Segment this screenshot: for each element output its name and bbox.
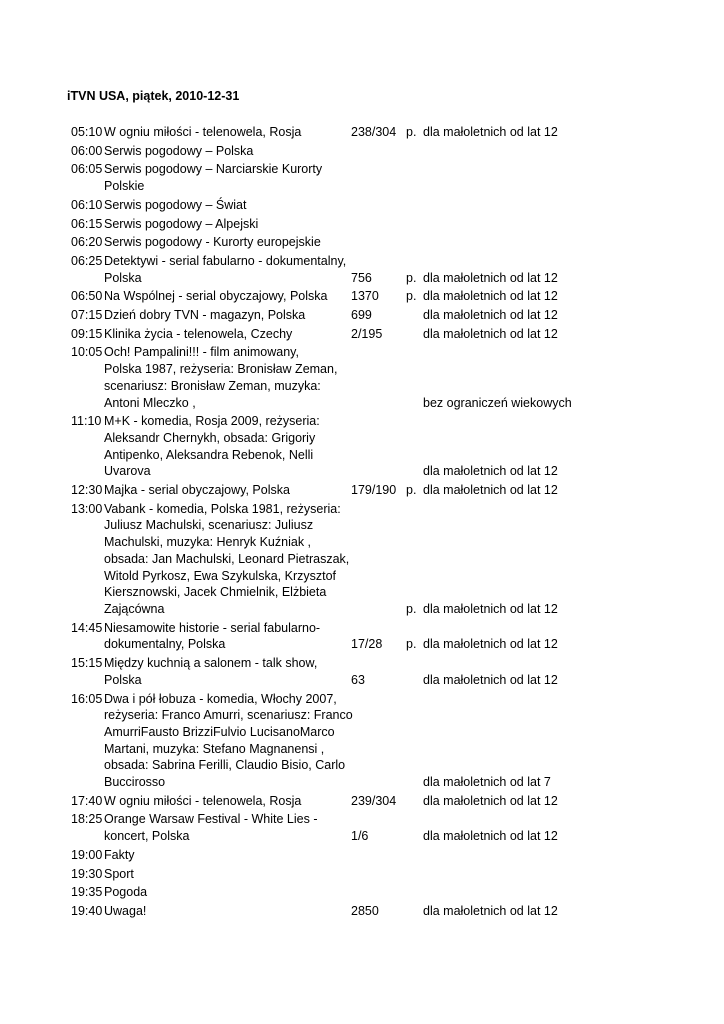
episode-number: 17/28	[351, 637, 383, 652]
program-description	[104, 124, 351, 141]
program-description	[104, 143, 351, 160]
program-description	[104, 253, 351, 286]
program-time: 11:10	[71, 414, 102, 429]
schedule-row	[0, 482, 724, 499]
program-description-line: Na Wspólnej - serial obyczajowy, Polska	[104, 289, 328, 304]
program-description-line: Juliusz Machulski, scenariusz: Juliusz	[104, 518, 314, 533]
program-time: 19:00	[71, 847, 103, 862]
program-description-line: reżyseria: Franco Amurri, scenariusz: Franco	[104, 708, 353, 723]
schedule-row	[0, 234, 724, 251]
program-description	[104, 344, 351, 411]
program-meta	[351, 482, 603, 499]
premiere-marker	[406, 463, 423, 480]
program-time: 19:40	[71, 903, 103, 918]
program-description-line: Aleksandr Chernykh, obsada: Grigoriy	[104, 430, 316, 445]
premiere-marker	[406, 326, 423, 343]
age-rating: dla małoletnich od lat 12	[423, 672, 558, 687]
age-rating: dla małoletnich od lat 12	[423, 637, 558, 652]
program-description-line: Sport	[104, 866, 134, 881]
program-meta	[351, 326, 603, 343]
premiere-marker	[406, 793, 423, 810]
schedule-row	[0, 216, 724, 233]
program-description	[104, 903, 351, 920]
program-description-line: Polska	[104, 672, 142, 687]
program-meta	[351, 793, 603, 810]
program-time: 07:15	[71, 308, 103, 323]
program-meta	[351, 463, 603, 480]
episode-number	[351, 774, 406, 791]
schedule-list	[0, 124, 724, 922]
program-description	[104, 234, 351, 251]
age-rating: dla małoletnich od lat 12	[423, 903, 558, 918]
program-description-line: Uvarova	[104, 464, 151, 479]
episode-number: 2/195	[351, 326, 383, 341]
program-description-line: obsada: Sabrina Ferilli, Claudio Bisio, Carlo	[104, 758, 346, 773]
program-description-line: M+K - komedia, Rosja 2009, reżyseria:	[104, 414, 320, 429]
program-description-line: Uwaga!	[104, 903, 147, 918]
program-description	[104, 482, 351, 499]
schedule-row	[0, 143, 724, 160]
program-description-line: Serwis pogodowy - Kurorty europejskie	[104, 235, 321, 250]
schedule-row	[0, 655, 724, 688]
program-description-line: Witold Pyrkosz, Ewa Szykulska, Krzysztof	[104, 568, 337, 583]
program-description-line: Serwis pogodowy – Narciarskie Kurorty	[104, 162, 323, 177]
program-description-line: Polskie	[104, 179, 145, 194]
program-description-line: Serwis pogodowy – Alpejski	[104, 216, 259, 231]
program-time: 12:30	[71, 483, 103, 498]
program-description	[104, 413, 351, 480]
program-description-line: Orange Warsaw Festival - White Lies -	[104, 812, 318, 827]
program-description	[104, 216, 351, 233]
premiere-marker	[406, 774, 423, 791]
program-description-line: Fakty	[104, 847, 135, 862]
episode-number: 63	[351, 672, 365, 687]
age-rating: dla małoletnich od lat 12	[423, 829, 558, 844]
program-description-line: Detektywi - serial fabularno - dokumentalny,	[104, 253, 347, 268]
schedule-row	[0, 253, 724, 286]
premiere-marker: p.	[406, 483, 417, 498]
episode-number: 238/304	[351, 125, 397, 139]
program-meta	[351, 828, 603, 845]
program-time: 14:45	[71, 620, 103, 635]
program-description-line: Vabank - komedia, Polska 1981, reżyseria:	[104, 501, 341, 516]
program-description-line: Niesamowite historie - serial fabularno-	[104, 620, 321, 635]
program-description-line: Między kuchnią a salonem - talk show,	[104, 656, 318, 671]
program-description	[104, 326, 351, 343]
age-rating: dla małoletnich od lat 12	[423, 270, 558, 285]
episode-number	[351, 463, 406, 480]
program-time: 19:35	[71, 885, 103, 900]
program-time: 16:05	[71, 691, 103, 706]
program-time: 18:25	[71, 812, 103, 827]
schedule-row	[0, 326, 724, 343]
premiere-marker	[406, 307, 423, 324]
program-meta	[351, 307, 603, 324]
schedule-row	[0, 811, 724, 844]
program-description	[104, 884, 351, 901]
program-description-line: AmurriFausto BrizziFulvio LucisanoMarco	[104, 724, 335, 739]
program-description	[104, 847, 351, 864]
program-description	[104, 793, 351, 810]
schedule-row	[0, 413, 724, 480]
program-description	[104, 161, 351, 194]
program-time: 06:15	[71, 216, 103, 231]
episode-number: 756	[351, 270, 372, 285]
program-meta	[351, 270, 603, 287]
program-meta	[351, 636, 603, 653]
program-description-line: Dzień dobry TVN - magazyn, Polska	[104, 308, 306, 323]
program-meta	[351, 288, 603, 305]
age-rating: dla małoletnich od lat 12	[423, 483, 558, 498]
age-rating: dla małoletnich od lat 12	[423, 601, 558, 616]
episode-number: 2850	[351, 903, 379, 918]
schedule-row	[0, 866, 724, 883]
premiere-marker	[406, 395, 423, 412]
program-description-line: W ogniu miłości - telenowela, Rosja	[104, 793, 302, 808]
age-rating: bez ograniczeń wiekowych	[423, 395, 572, 410]
program-time: 10:05	[71, 345, 103, 360]
program-description	[104, 620, 351, 653]
program-description	[104, 691, 351, 791]
schedule-row	[0, 197, 724, 214]
schedule-row	[0, 903, 724, 920]
program-description-line: Antoni Mleczko ,	[104, 395, 196, 410]
age-rating: dla małoletnich od lat 12	[423, 289, 558, 304]
age-rating: dla małoletnich od lat 12	[423, 308, 558, 323]
program-time: 06:25	[71, 253, 103, 268]
program-meta	[351, 774, 603, 791]
program-time: 05:10	[71, 125, 103, 139]
program-meta	[351, 124, 603, 141]
program-description-line: Polska	[104, 270, 142, 285]
program-description	[104, 655, 351, 688]
schedule-row	[0, 884, 724, 901]
program-description	[104, 307, 351, 324]
program-time: 19:30	[71, 866, 103, 881]
program-description	[104, 811, 351, 844]
schedule-row	[0, 288, 724, 305]
premiere-marker: p.	[406, 601, 417, 616]
premiere-marker: p.	[406, 637, 417, 652]
episode-number	[351, 601, 406, 618]
age-rating: dla małoletnich od lat 12	[423, 125, 558, 139]
age-rating: dla małoletnich od lat 12	[423, 793, 558, 808]
program-time: 06:10	[71, 197, 103, 212]
episode-number: 699	[351, 308, 372, 323]
schedule-row	[0, 124, 724, 141]
program-meta	[351, 601, 603, 618]
episode-number: 1/6	[351, 829, 369, 844]
episode-number: 1370	[351, 289, 379, 304]
program-time: 06:50	[71, 289, 103, 304]
age-rating: dla małoletnich od lat 12	[423, 464, 558, 479]
episode-number: 179/190	[351, 483, 397, 498]
program-time: 06:05	[71, 162, 103, 177]
page-title: iTVN USA, piątek, 2010-12-31	[67, 89, 240, 103]
program-description-line: koncert, Polska	[104, 829, 190, 844]
premiere-marker: p.	[406, 270, 417, 285]
schedule-row	[0, 847, 724, 864]
program-description-line: Majka - serial obyczajowy, Polska	[104, 483, 290, 498]
program-description-line: Serwis pogodowy – Polska	[104, 143, 254, 158]
age-rating: dla małoletnich od lat 12	[423, 326, 558, 341]
premiere-marker	[406, 672, 423, 689]
program-time: 17:40	[71, 793, 103, 808]
premiere-marker	[406, 903, 423, 920]
program-description-line: Martani, muzyka: Stefano Magnanensi ,	[104, 741, 325, 756]
age-rating: dla małoletnich od lat 7	[423, 775, 551, 790]
program-description-line: Pogoda	[104, 885, 148, 900]
premiere-marker	[406, 828, 423, 845]
program-meta	[351, 395, 603, 412]
program-time: 13:00	[71, 501, 103, 516]
program-meta	[351, 672, 603, 689]
program-description-line: Serwis pogodowy – Świat	[104, 197, 247, 212]
schedule-row	[0, 501, 724, 618]
program-description-line: Dwa i pół łobuza - komedia, Włochy 2007,	[104, 691, 337, 706]
program-description-line: Klinika życia - telenowela, Czechy	[104, 326, 293, 341]
program-description	[104, 288, 351, 305]
program-description	[104, 197, 351, 214]
program-time: 09:15	[71, 326, 103, 341]
program-time: 06:20	[71, 235, 103, 250]
program-description-line: Antipenko, Aleksandra Rebenok, Nelli	[104, 447, 314, 462]
program-description-line: Polska 1987, reżyseria: Bronisław Zeman,	[104, 362, 338, 377]
program-meta	[351, 903, 603, 920]
program-description	[104, 866, 351, 883]
schedule-row	[0, 691, 724, 791]
premiere-marker: p.	[406, 289, 417, 304]
program-description-line: obsada: Jan Machulski, Leonard Pietraszak,	[104, 551, 350, 566]
program-description-line: Buccirosso	[104, 775, 166, 790]
episode-number: 239/304	[351, 793, 397, 808]
program-description-line: Zającówna	[104, 601, 165, 616]
program-description-line: dokumentalny, Polska	[104, 637, 226, 652]
program-description-line: scenariusz: Bronisław Zeman, muzyka:	[104, 378, 321, 393]
premiere-marker: p.	[406, 125, 417, 139]
program-description-line: Och! Pampalini!!! - film animowany,	[104, 345, 299, 360]
episode-number	[351, 395, 406, 412]
program-description-line: Kiersznowski, Jacek Chmielnik, Elżbieta	[104, 585, 327, 600]
program-time: 06:00	[71, 143, 103, 158]
schedule-row	[0, 620, 724, 653]
program-description	[104, 501, 351, 618]
schedule-row	[0, 344, 724, 411]
program-time: 15:15	[71, 656, 103, 671]
schedule-row	[0, 161, 724, 194]
program-description-line: W ogniu miłości - telenowela, Rosja	[104, 125, 302, 139]
program-description-line: Machulski, muzyka: Henryk Kuźniak ,	[104, 535, 312, 550]
schedule-row	[0, 307, 724, 324]
schedule-row	[0, 793, 724, 810]
